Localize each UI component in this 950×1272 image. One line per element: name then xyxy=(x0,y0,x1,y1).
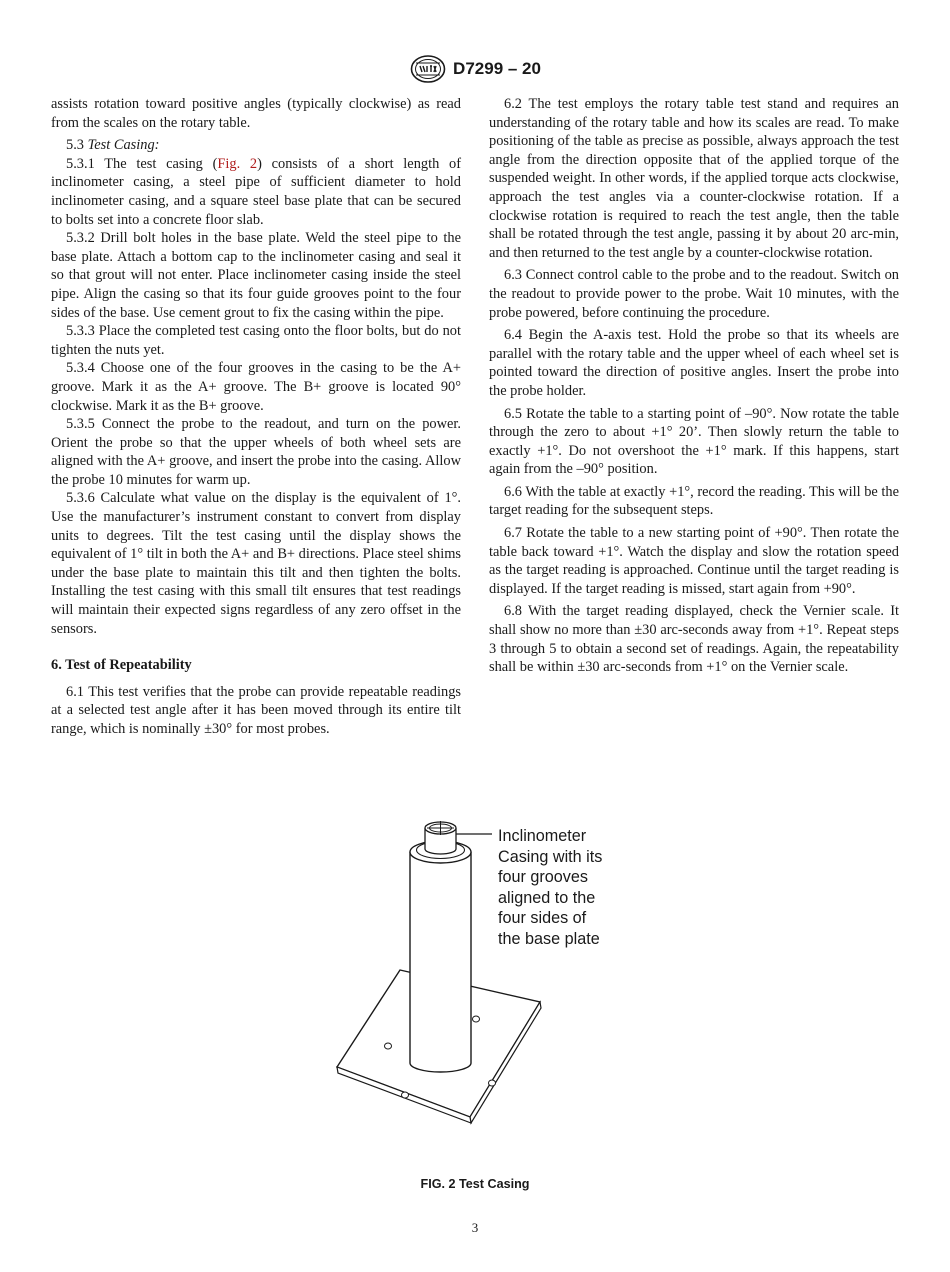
page-number: 3 xyxy=(471,1220,479,1235)
paragraph-6-5: 6.5 Rotate the table to a starting point of –90°. Now rotate the table through the zero to about +1° 20’. Then slowly return the table to exactly +1°. Do not overshoot the +1° mark. If this happens, start again from the –90° position. xyxy=(489,405,899,478)
paragraph-text: ) consists of a short length of inclinometer casing, a steel pipe of sufficient diameter to hold inclinometer casing, and a square steel base plate that can be secured to bolts set into a concrete floor slab. xyxy=(51,155,461,228)
paragraph-5-3-4: 5.3.4 Choose one of the four grooves in the casing to be the A+ groove. Mark it as the A+ groove. The B+ groove is located 90° clockwise. Mark it as the B+ groove. xyxy=(51,360,461,414)
bolt-hole xyxy=(489,1080,496,1086)
callout-line: the base plate xyxy=(498,929,600,948)
section-6-heading: 6. Test of Repeatability xyxy=(51,657,192,674)
document-id: D7299 – 20 xyxy=(453,59,541,78)
callout-line: Casing with its xyxy=(498,847,603,866)
callout-line: four sides of xyxy=(498,909,587,928)
callout-line: Inclinometer xyxy=(498,827,587,845)
figure-2-link[interactable]: Fig. 2 xyxy=(217,155,258,172)
paragraph-6-1: 6.1 This test verifies that the probe can provide repeatable readings at a selected test angle after it has been moved through its entire tilt range, which is nominally ±30° for most probes. xyxy=(51,683,461,737)
paragraph-6-8: 6.8 With the target reading displayed, check the Vernier scale. It shall show no more than ±30 arc-seconds away from +1°. Repeat steps 3 through 5 to obtain a second set of readings. Again, the repeatability shall be within ±30 arc-seconds from +1° on the Vernier scale. xyxy=(489,603,899,676)
figure-callout xyxy=(498,826,658,950)
paragraph-5-3-2: 5.3.2 Drill bolt holes in the base plate. Weld the steel pipe to the base plate. Attach a bottom cap to the inclinometer casing and seal it so that grout will not enter. Place inclinometer casing inside the steel pipe. Align the casing so that its four guide grooves point to the four sides of the base. Use cement grout to fix the casing within the pipe. xyxy=(51,230,461,321)
section-title: Test Casing: xyxy=(87,137,160,154)
page-header xyxy=(0,52,950,86)
paragraph-5-3-1 xyxy=(51,155,461,229)
paragraph-intro: assists rotation toward positive angles (typically clockwise) as read from the scales on the rotary table. xyxy=(51,96,461,131)
callout-line: aligned to the xyxy=(498,888,596,907)
astm-logo-icon xyxy=(409,54,447,84)
right-column xyxy=(489,95,899,677)
paragraph-text: 5.3.1 The test casing ( xyxy=(66,155,218,172)
callout-line: four grooves xyxy=(498,868,588,887)
bolt-hole xyxy=(473,1016,480,1022)
figure-caption: FIG. 2 Test Casing xyxy=(420,1177,530,1191)
bolt-hole xyxy=(385,1043,392,1049)
section-number: 5.3 xyxy=(66,137,88,154)
paragraph-5-3-6: 5.3.6 Calculate what value on the display is the equivalent of 1°. Use the manufacturer’s instrument constant to convert from display units to degrees. Tilt the test casing until the display shows the equivalent of 1° tilt in both the A+ and B+ directions. Place steel shims under the base plate to maintain this tilt and then tighten the bolts. Installing the test casing with this small tilt ensures that test readings will maintain their expected signs regardless of any zero offset in the sensors. xyxy=(51,490,461,637)
paragraph-6-3: 6.3 Connect control cable to the probe and to the readout. Switch on the readout to provide power to the probe. Wait 10 minutes, with the probe powered, before continuing the procedure. xyxy=(489,267,899,321)
steel-pipe xyxy=(410,852,471,1063)
paragraph-6-4: 6.4 Begin the A-axis test. Hold the probe so that its wheels are parallel with the rotary table and the upper wheel of each wheel set is pointed toward the direction of positive angles. Insert the probe into the probe holder. xyxy=(489,327,899,399)
left-column xyxy=(51,95,461,739)
paragraph-6-6: 6.6 With the table at exactly +1°, record the reading. This will be the target reading for the subsequent steps. xyxy=(489,483,899,519)
section-5-3-heading xyxy=(51,136,461,155)
bolt-hole xyxy=(402,1092,409,1098)
paragraph-6-2: 6.2 The test employs the rotary table test stand and requires an understanding of the rotary table and how its scales are read. To make positioning of the table as precise as possible, always approach the test angle from the direction opposite that of the applied torque of the suspended weight. In other words, if the applied torque acts clockwise, approach the test angles via a counter-clockwise rotation. If a clockwise rotation is required to reach the test angle, then the table shall be rotated through the test angle, passing it by about 20 arc-min, and then returned to the test angle by a counter-clockwise rotation. xyxy=(489,96,899,261)
paragraph-6-7: 6.7 Rotate the table to a new starting point of +90°. Then rotate the table back toward +1°. Watch the display and slow the rotation speed as the target reading is approached. Continue until the target reading is displayed. If the target reading is missed, start again from +90°. xyxy=(489,525,899,597)
paragraph-5-3-3: 5.3.3 Place the completed test casing onto the floor bolts, but do not tighten the nuts yet. xyxy=(51,323,461,358)
paragraph-5-3-5: 5.3.5 Connect the probe to the readout, and turn on the power. Orient the probe so that the upper wheels of both wheel sets are aligned with the A+ groove, and insert the probe into the casing. Allow the probe 10 minutes for warm up. xyxy=(51,416,461,488)
